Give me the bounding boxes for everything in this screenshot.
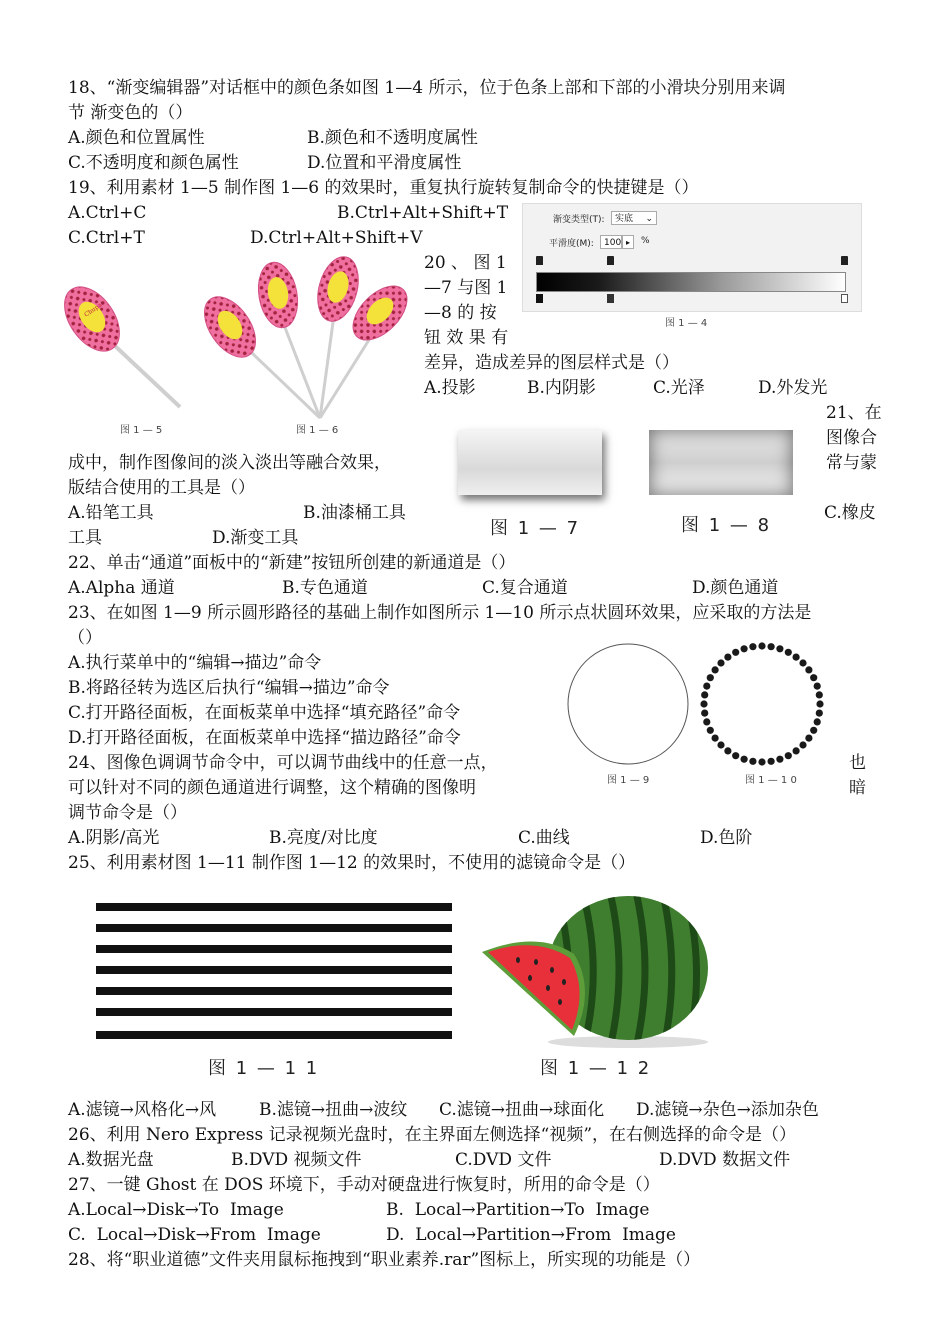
ring-dot	[799, 741, 806, 748]
q23-option-b: B.将路径转为选区后执行“编辑→描边”命令	[68, 678, 390, 698]
ring-dot	[758, 758, 765, 765]
q24-stem-line2: 可以针对不同的颜色通道进行调整，这个精确的图像明	[68, 778, 476, 798]
q24-stem-right2: 暗	[849, 778, 866, 798]
stripe	[96, 945, 452, 953]
ring-dot	[816, 700, 823, 707]
ring-dot	[768, 758, 775, 765]
q19-option-a: A.Ctrl+C	[68, 203, 147, 223]
stripe	[96, 966, 452, 974]
stripe	[96, 1008, 452, 1016]
q22-option-a: A.Alpha 通道	[68, 578, 175, 598]
opacity-stop-icon	[607, 256, 614, 265]
lollipop-rotated-group	[194, 255, 417, 418]
q26-option-c: C.DVD 文件	[455, 1150, 552, 1170]
q21-stem-right3: 常与蒙	[826, 453, 877, 473]
figure-1-12-caption: 图 1 — 1 2	[540, 1058, 652, 1079]
q20-option-c: C.光泽	[653, 378, 705, 398]
q18-option-a: A.颜色和位置属性	[68, 128, 205, 148]
figure-1-10-caption: 图 1 — 1 0	[745, 775, 797, 786]
q18-option-c: C.不透明度和颜色属性	[68, 153, 239, 173]
ring-dot	[749, 758, 756, 765]
ring-dot	[703, 683, 710, 690]
q23-option-c: C.打开路径面板，在面板菜单中选择“填充路径”命令	[68, 703, 461, 723]
ring-dot	[805, 666, 812, 673]
q27-option-a: A.Local→Disk→To Image	[68, 1200, 284, 1220]
figure-1-5-caption: 图 1 — 5	[120, 425, 163, 436]
opacity-stop-icon	[841, 256, 848, 265]
q26-option-d: D.DVD 数据文件	[659, 1150, 791, 1170]
q19-option-d: D.Ctrl+Alt+Shift+V	[250, 228, 423, 248]
smoothness-label: 平滑度(M):	[549, 239, 594, 249]
chevron-down-icon: ⌄	[645, 214, 653, 224]
ring-dot	[701, 691, 708, 698]
q24-option-d: D.色阶	[700, 828, 753, 848]
q20-option-d: D.外发光	[758, 378, 828, 398]
q19-stem: 19、利用素材 1—5 制作图 1—6 的效果时，重复执行旋转复制命令的快捷键是（）	[68, 178, 699, 198]
q21-option-d: D.渐变工具	[212, 528, 299, 548]
q27-option-c: C. Local→Disk→From Image	[68, 1225, 321, 1245]
ring-dot	[768, 643, 775, 650]
q19-option-b: B.Ctrl+Alt+Shift+T	[337, 203, 509, 223]
stripe	[96, 1031, 452, 1039]
q27-option-b: B. Local→Partition→To Image	[386, 1200, 650, 1220]
q20-option-a: A.投影	[424, 378, 476, 398]
lollipop-single	[62, 277, 180, 407]
ring-dot	[741, 756, 748, 763]
color-stop-icon	[536, 294, 543, 303]
q22-option-b: B.专色通道	[282, 578, 368, 598]
q26-option-a: A.数据光盘	[68, 1150, 154, 1170]
gradient-editor-figure	[522, 203, 862, 312]
q21-stem-line1: 成中，制作图像间的淡入淡出等融合效果，	[68, 453, 391, 473]
q21-option-c-cont: 工具	[68, 528, 102, 548]
ring-dot	[749, 643, 756, 650]
ring-dot	[703, 718, 710, 725]
ring-dot	[776, 645, 783, 652]
q18-option-b: B.颜色和不透明度属性	[307, 128, 478, 148]
q21-option-b: B.油漆桶工具	[303, 503, 406, 523]
q20-stem-line1: 20 、 图 1	[424, 253, 507, 273]
gradient-type-value: 实底	[615, 214, 634, 224]
circle-path-figures	[560, 638, 840, 768]
stripe	[96, 987, 452, 995]
ring-dot	[793, 654, 800, 661]
q25-stem: 25、利用素材图 1—11 制作图 1—12 的效果时，不使用的滤镜命令是（）	[68, 853, 636, 873]
stripe	[96, 924, 452, 932]
ring-dot	[805, 735, 812, 742]
q25-option-d: D.滤镜→杂色→添加杂色	[636, 1100, 819, 1120]
figure-1-4-caption: 图 1 — 4	[665, 318, 708, 329]
ring-dot	[814, 718, 821, 725]
ring-dot	[785, 752, 792, 759]
q18-stem-line1: 18、“渐变编辑器”对话框中的颜色条如图 1—4 所示，位于色条上部和下部的小滑块分别用来调	[68, 78, 786, 98]
q27-option-d: D. Local→Partition→From Image	[386, 1225, 676, 1245]
q23-option-d: D.打开路径面板，在面板菜单中选择“描边路径”命令	[68, 728, 461, 748]
watermelon-figure	[478, 890, 718, 1050]
q20-stem-line2: —7 与图 1	[424, 278, 508, 298]
ring-dot	[701, 710, 708, 717]
q22-stem: 22、单击“通道”面板中的“新建”按钮所创建的新通道是（）	[68, 553, 516, 573]
ring-dot	[793, 747, 800, 754]
ring-dot	[724, 747, 731, 754]
q26-stem: 26、利用 Nero Express 记录视频光盘时，在主界面左侧选择“视频”，在右侧选择的命令是（）	[68, 1125, 797, 1145]
dotted-ring	[700, 642, 823, 765]
q24-stem-right1: 也	[849, 753, 866, 773]
q24-stem-line3: 调节命令是（）	[68, 803, 187, 823]
color-stop-icon	[841, 294, 848, 303]
q21-stem-right1: 21、在	[826, 403, 882, 423]
figure-1-9-caption: 图 1 — 9	[607, 775, 650, 786]
ring-dot	[758, 642, 765, 649]
lollipop-figures	[62, 255, 422, 430]
q20-stem-line3: —8 的 按	[424, 303, 497, 323]
chevron-right-icon: ▸	[622, 235, 634, 249]
q19-option-c: C.Ctrl+T	[68, 228, 145, 248]
ring-dot	[732, 649, 739, 656]
gradient-type-select	[611, 211, 657, 225]
opacity-stop-icon	[536, 256, 543, 265]
q21-stem-right2: 图像合	[826, 428, 877, 448]
q21-stem-line2: 版结合使用的工具是（）	[68, 478, 255, 498]
q26-option-b: B.DVD 视频文件	[231, 1150, 362, 1170]
ring-dot	[707, 674, 714, 681]
q20-option-b: B.内阴影	[527, 378, 596, 398]
q21-option-c: C.橡皮	[824, 503, 876, 523]
button-inner-shadow-figure	[649, 430, 793, 495]
q23-option-a: A.执行菜单中的“编辑→描边”命令	[68, 653, 322, 673]
q25-option-b: B.滤镜→扭曲→波纹	[259, 1100, 408, 1120]
figure-1-8-caption: 图 1 — 8	[681, 515, 772, 536]
q27-stem: 27、一键 Ghost 在 DOS 环境下，手动对硬盘进行恢复时，所用的命令是（）	[68, 1175, 660, 1195]
q22-option-c: C.复合通道	[482, 578, 568, 598]
q23-stem-line1: 23、在如图 1—9 所示圆形路径的基础上制作如图所示 1—10 所示点状圆环效果，应采取的方法是	[68, 603, 812, 623]
color-stop-icon	[607, 294, 614, 303]
q22-option-d: D.颜色通道	[692, 578, 779, 598]
ring-dot	[741, 645, 748, 652]
button-drop-shadow-figure	[458, 430, 602, 495]
figure-1-7-caption: 图 1 — 7	[490, 518, 581, 539]
svg-text:Chupa: Chupa	[83, 301, 104, 319]
smoothness-input: 100	[600, 235, 622, 249]
smoothness-unit: %	[641, 236, 650, 246]
q21-option-a: A.铅笔工具	[68, 503, 154, 523]
q20-stem-line5: 差异，造成差异的图层样式是（）	[424, 353, 679, 373]
q18-option-d: D.位置和平滑度属性	[307, 153, 462, 173]
q25-option-c: C.滤镜→扭曲→球面化	[439, 1100, 605, 1120]
q28-stem: 28、将“职业道德”文件夹用鼠标拖拽到“职业素养.rar”图标上，所实现的功能是（）	[68, 1250, 701, 1270]
figure-1-11-caption: 图 1 — 1 1	[208, 1058, 320, 1079]
ring-dot	[785, 649, 792, 656]
q24-option-c: C.曲线	[518, 828, 570, 848]
q25-option-a: A.滤镜→风格化→风	[68, 1100, 217, 1120]
stripe	[96, 903, 452, 911]
ring-dot	[816, 710, 823, 717]
ring-dot	[712, 735, 719, 742]
ring-dot	[717, 659, 724, 666]
ring-dot	[700, 700, 707, 707]
gradient-type-label: 渐变类型(T):	[553, 215, 605, 225]
gradient-color-bar	[536, 272, 846, 292]
ring-dot	[799, 659, 806, 666]
circle-path	[568, 644, 688, 764]
ring-dot	[776, 756, 783, 763]
q23-stem-line2: （）	[68, 628, 102, 648]
ring-dot	[814, 683, 821, 690]
q20-stem-line4: 钮 效 果 有	[424, 328, 509, 348]
q24-stem-line1: 24、图像色调调节命令中，可以调节曲线中的任意一点，	[68, 753, 498, 773]
figure-1-6-caption: 图 1 — 6	[296, 425, 339, 436]
q24-option-b: B.亮度/对比度	[269, 828, 378, 848]
q24-option-a: A.阴影/高光	[68, 828, 160, 848]
ring-dot	[707, 727, 714, 734]
ring-dot	[712, 666, 719, 673]
ring-dot	[816, 691, 823, 698]
q18-stem-line2: 节 渐变色的（）	[68, 103, 193, 123]
ring-dot	[717, 741, 724, 748]
ring-dot	[732, 752, 739, 759]
ring-dot	[724, 654, 731, 661]
ring-dot	[810, 727, 817, 734]
ring-dot	[810, 674, 817, 681]
